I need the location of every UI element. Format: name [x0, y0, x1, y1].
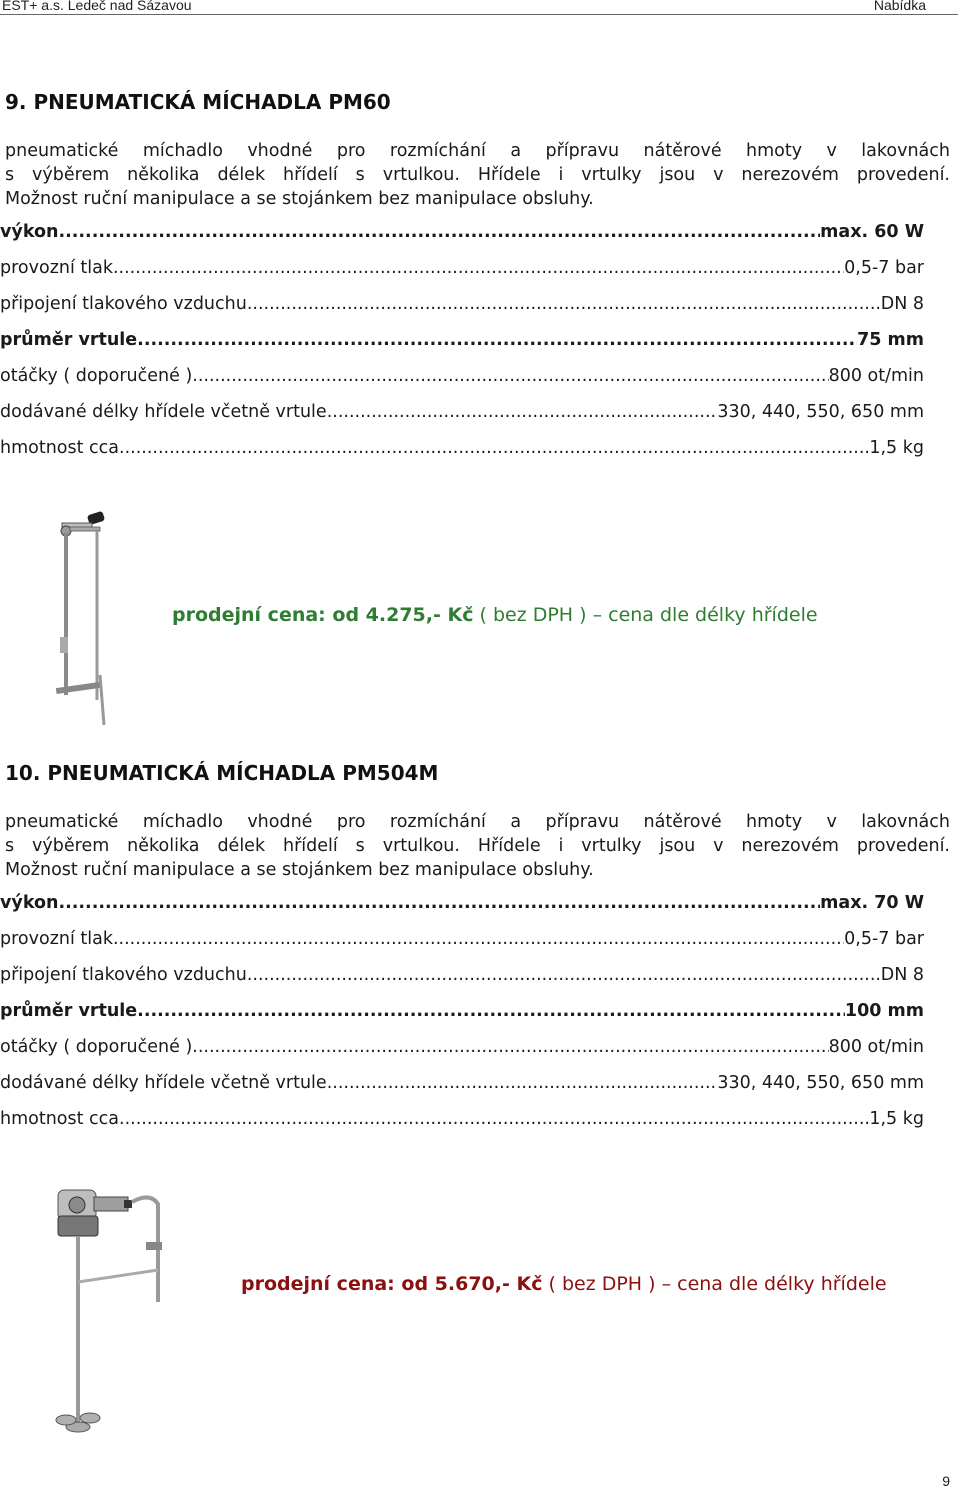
spec-label: připojení tlakového vzduchu [0, 965, 247, 985]
product-description [5, 810, 950, 882]
spec-value: 1,5 kg [869, 1109, 924, 1129]
price-line [241, 1273, 887, 1295]
price-line [172, 604, 818, 626]
spec-leader-dots [137, 1001, 845, 1021]
description-line: pneumatické míchadlo vhodné pro rozmíchání a přípravu nátěrové hmoty v lakovnách [5, 812, 950, 832]
header-company: EST+ a.s. Ledeč nad Sázavou [2, 0, 192, 13]
spec-value: 800 ot/min [828, 366, 924, 386]
spec-leader-dots [58, 222, 820, 242]
spec-leader-dots [58, 893, 820, 913]
spec-label: provozní tlak [0, 929, 113, 949]
spec-label: dodávané délky hřídele včetně vrtule [0, 1073, 327, 1093]
spec-row [0, 222, 924, 258]
spec-value: 100 mm [844, 1001, 924, 1021]
spec-value: 75 mm [857, 330, 924, 350]
spec-leader-dots [192, 366, 828, 386]
page-header [0, 0, 958, 15]
spec-value: DN 8 [880, 965, 924, 985]
section-title: 10. PNEUMATICKÁ MÍCHADLA PM504M [5, 761, 439, 785]
spec-leader-dots [247, 294, 881, 314]
spec-row [0, 330, 924, 366]
spec-row [0, 438, 924, 474]
page-number: 9 [942, 1473, 950, 1489]
spec-label: průměr vrtule [0, 1001, 138, 1021]
spec-row [0, 366, 924, 402]
product-section-pm504m [5, 761, 950, 785]
description-line: Možnost ruční manipulace a se stojánkem bez manipulace obsluhy. [5, 860, 594, 880]
spec-row [0, 258, 924, 294]
product-description [5, 139, 950, 211]
price-note: ( bez DPH ) – cena dle délky hřídele [473, 604, 818, 626]
spec-value: 0,5-7 bar [844, 258, 924, 278]
description-line: pneumatické míchadlo vhodné pro rozmíchání a přípravu nátěrové hmoty v lakovnách [5, 141, 950, 161]
price-note: ( bez DPH ) – cena dle délky hřídele [542, 1273, 887, 1295]
spec-leader-dots [327, 1073, 718, 1093]
spec-row [0, 1073, 924, 1109]
spec-label: otáčky ( doporučené ) [0, 1037, 193, 1057]
header-doc-type: Nabídka [873, 0, 926, 13]
spec-row [0, 294, 924, 330]
description-line: s výběrem několika délek hřídelí s vrtulkou. Hřídele i vrtulky jsou v nerezovém provedení. [5, 836, 950, 856]
spec-row [0, 1001, 924, 1037]
spec-value: max. 70 W [820, 893, 924, 913]
spec-leader-dots [119, 438, 869, 458]
spec-label: provozní tlak [0, 258, 113, 278]
spec-row [0, 1037, 924, 1073]
spec-leader-dots [113, 258, 844, 278]
spec-value: 330, 440, 550, 650 mm [717, 402, 924, 422]
description-line: s výběrem několika délek hřídelí s vrtulkou. Hřídele i vrtulky jsou v nerezovém provedení. [5, 165, 950, 185]
spec-value: DN 8 [880, 294, 924, 314]
spec-label: výkon [0, 893, 59, 913]
spec-label: hmotnost cca [0, 438, 120, 458]
spec-label: průměr vrtule [0, 330, 138, 350]
product-section-pm60 [5, 90, 950, 114]
spec-label: hmotnost cca [0, 1109, 120, 1129]
spec-leader-dots [113, 929, 844, 949]
spec-list [0, 893, 924, 1145]
spec-leader-dots [137, 330, 857, 350]
mixer-pm60-image [30, 505, 140, 727]
spec-row [0, 893, 924, 929]
spec-value: 800 ot/min [828, 1037, 924, 1057]
mixer-pm504m-image [50, 1182, 180, 1440]
spec-row [0, 1109, 924, 1145]
spec-leader-dots [247, 965, 881, 985]
spec-list [0, 222, 924, 474]
price-amount: prodejní cena: od 5.670,- Kč [241, 1273, 543, 1295]
spec-leader-dots [192, 1037, 828, 1057]
price-amount: prodejní cena: od 4.275,- Kč [172, 604, 474, 626]
spec-row [0, 929, 924, 965]
spec-leader-dots [327, 402, 718, 422]
section-title: 9. PNEUMATICKÁ MÍCHADLA PM60 [5, 90, 391, 114]
spec-row [0, 965, 924, 1001]
spec-value: max. 60 W [820, 222, 924, 242]
spec-label: otáčky ( doporučené ) [0, 366, 193, 386]
spec-label: výkon [0, 222, 59, 242]
spec-row [0, 402, 924, 438]
spec-label: dodávané délky hřídele včetně vrtule [0, 402, 327, 422]
spec-label: připojení tlakového vzduchu [0, 294, 247, 314]
description-line: Možnost ruční manipulace a se stojánkem bez manipulace obsluhy. [5, 189, 594, 209]
spec-value: 0,5-7 bar [844, 929, 924, 949]
spec-leader-dots [119, 1109, 869, 1129]
spec-value: 330, 440, 550, 650 mm [717, 1073, 924, 1093]
spec-value: 1,5 kg [869, 438, 924, 458]
